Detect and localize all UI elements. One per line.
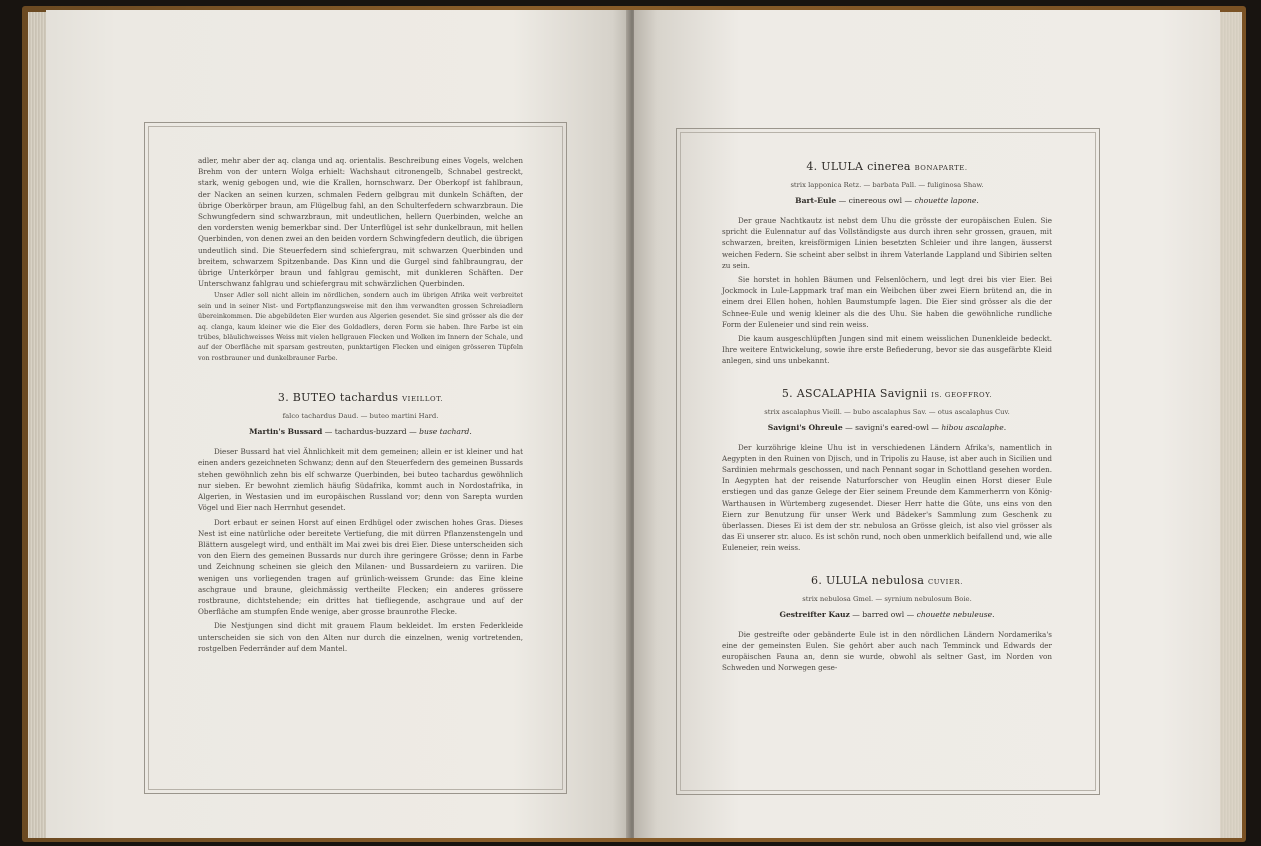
section-paragraph: Dort erbaut er seinen Horst auf einen Erdhügel oder zwischen hohes Gras. Dieses Nest ist eine natürliche oder bereitete Vertiefung, die mit dürren Pflanzenstengeln und Blättern ausgelegt wird, und enthält im Mai zwei bis drei Eier. Diese unterscheiden sich von den Eiern des gemeinen Bussards nur durch ihre geringere Grösse; denn in Farbe und Zeichnung scheinen sie gleich den Milanen- und Bussardeiern zu variiren. Die wenigen uns vorliegenden tragen auf grünlich-weissem Grunde: das Eine kleine aschgraue und braune, gleichmässig vertheilte Flecken; ein anderes grössere rostbraune, dichtstehende; ein drittes hat tiefliegende, aschgraue und auf der Oberfläche am stumpfen Ende wenige, aber grosse braunrothe Flecke. — [198, 517, 523, 617]
section-paragraph: Die gestreifte oder gebänderte Eule ist in den nördlichen Ländern Nordamerika's eine der gemeinsten Eulen. Sie gehört aber auch nach Temminck und Edwards der europäischen Fauna an, denn sie wurde, obwohl als seltner Gast, im Norden von Schweden und Norwegen gese- — [722, 629, 1052, 673]
synonyms: strix lapponica Retz. — barbata Pall. — fuliginosa Shaw. — [790, 181, 984, 189]
vernacular-names — [198, 426, 523, 438]
species-name: nebulosa — [871, 573, 925, 587]
note-paragraph: Unser Adler soll nicht allein im nördlichen, sondern auch im übrigen Afrika weit verbreitet sein und in seiner Nist- und Fortpflanzungsweise mit den ihm verwandten grossen Schreiadlern übereinkommen. Die abgebildeten Eier wurden aus Algerien gesendet. Sie sind grösser als die der aq. clanga, kaum kleiner wie die Eier des Goldadlers, deren Form sie haben. Ihre Farbe ist ein trübes, bläulichweisses Weiss mit vielen hellgrauen Flecken und Wolken im Innern der Schale, und auf der Oberfläche mit sparsam gestreuten, punktartigen Flecken und einigen grösseren Tüpfeln von rostbrauner und dunkelbrauner Farbe. — [198, 291, 523, 362]
section-heading-6 — [722, 574, 1052, 589]
genus-name: ULULA — [825, 573, 868, 587]
vernacular-names — [722, 609, 1052, 621]
vernacular-french: hibou ascalaphe. — [941, 422, 1007, 432]
vernacular-german: Bart-Eule — [795, 196, 837, 205]
section-heading-5 — [722, 387, 1052, 402]
genus-name: ULULA — [821, 160, 864, 173]
species-name: cinerea — [867, 160, 911, 173]
genus-name: BUTEO — [292, 391, 337, 405]
left-page-text — [198, 155, 523, 654]
species-name: tachardus — [339, 391, 399, 405]
section-number: 5. — [781, 386, 793, 400]
vernacular-french: chouette lapone. — [914, 196, 979, 205]
vernacular-german: Savigni's Ohreule — [767, 422, 843, 432]
vernacular-english: — cinereous owl — — [838, 196, 913, 205]
vernacular-german: Martin's Bussard — [249, 427, 323, 437]
section-number: 3. — [277, 391, 289, 405]
vernacular-names — [722, 195, 1052, 207]
species-author: VIEILLOT. — [402, 395, 444, 404]
right-page-text — [722, 160, 1052, 673]
vernacular-names — [722, 422, 1052, 434]
section-number: 4. — [806, 160, 818, 173]
species-author: BONAPARTE. — [914, 164, 968, 172]
right-page — [634, 10, 1220, 838]
synonyms: strix ascalaphus Vieill. — bubo ascalaphus Sav. — otus ascalaphus Cuv. — [764, 407, 1010, 416]
synonyms: falco tachardus Daud. — buteo martini Hard. — [282, 412, 439, 421]
section-paragraph: Der graue Nachtkautz ist nebst dem Uhu die grösste der europäischen Eulen. Sie spricht die Eulennatur auf das Vollständigste aus durch ihren sehr grossen, grauen, mit schwarzen, breiten, kreisförmigen Linien besetzten Schleier und ihre langen, äusserst weichen Federn. Sie scheint aber selbst in ihrem Vaterlande Lappland und Sibirien selten zu sein. — [722, 216, 1052, 270]
species-author: IS. GEOFFROY. — [931, 390, 993, 399]
vernacular-french: chouette nebuleuse. — [916, 609, 995, 619]
species-name: Savignii — [879, 386, 928, 400]
section-heading-4 — [722, 160, 1052, 175]
vernacular-english: — tachardus-buzzard — — [324, 427, 417, 437]
intro-paragraph: adler, mehr aber der aq. clanga und aq. orientalis. Beschreibung eines Vogels, welchen Brehm von der untern Wolga erhielt: Wachshaut citronengelb, Schnabel gestreckt, stark, wenig gebogen und, wie die Krallen, hornschwarz. Der Oberkopf ist fahlbraun, der Nacken an seinen kurzen, schmalen Federn gelbgrau mit dunkeln Schäften, der übrige Oberkörper braun, am Flügelbug fahl, an den Schulterfedern schwarzbraun. Die Schwungfedern sind schwarzbraun, mit undeutlichen, hellern Querbinden, welche an den vordersten wenig bemerkbar sind. Der Unterflügel ist sehr dunkelbraun, mit hellen Querbinden, von denen zwei an den beiden vordern Schwingfedern deutlich, die übrigen undeutlich sind. Die Steuerfedern sind schiefergrau, mit schwarzen Querbinden und breitem, schwarzem Spitzenbande. Das Kinn und die Gurgel sind fahlbraungrau, der übrige Unterkörper braun und fahlgrau gemischt, mit dunkleren Schäften. Der Unterschwanz fahlgrau und schiefergrau mit schwärzlichen Querbinden. — [198, 156, 523, 289]
section-paragraph: Die kaum ausgeschlüpften Jungen sind mit einem weisslichen Dunenkleide bedeckt. Ihre weitere Entwickelung, sowie ihre erste Befiederung, bevor sie das ausgefärbte Kleid anlegen, sind uns unbekannt. — [722, 334, 1052, 366]
vernacular-german: Gestreifter Kauz — [779, 609, 850, 619]
section-heading-3 — [198, 391, 523, 406]
section-paragraph: Der kurzöhrige kleine Uhu ist in verschiedenen Ländern Afrika's, namentlich in Aegypten in den Ruinen von Djisch, und in Tripolis zu Hause, ist aber auch in Sicilien und Sardinien mehrmals geschossen, und nach Pennant sogar in Schottland gesehen worden. In Aegypten hat der reisende Naturforscher von Heuglin einen Horst dieser Eule erstiegen und das ganze Gelege der Eier seinem Freunde dem Kammerherrn von König-Warthausen in Würtemberg zugesendet. Dieser Herr hatte die Güte, uns eins von den Eiern zur Benutzung für unser Werk und Bädeker's Sammlung zum Geschenk zu überlassen. Dieses Ei ist dem der str. nebulosa an Grösse gleich, ist also viel grösser als das Ei unserer str. aluco. Es ist schön rund, noch oben unmerklich beifallend und, wie alle Euleneier, rein weiss. — [722, 442, 1052, 553]
section-paragraph: Sie horstet in hohlen Bäumen und Felsenlöchern, und legt drei bis vier Eier. Bei Jockmock in Lule-Lappmark traf man ein Weibchen über zwei Eiern brütend an, die in einem drei Ellen hohen, hohlen Baumstumpfe lagen. Die Eier sind grösser als die der Schnee-Eule und wenig kleiner als die des Uhu. Sie haben die gewöhnliche rundliche Form der Euleneier und sind rein weiss. — [722, 275, 1052, 329]
section-paragraph: Die Nestjungen sind dicht mit grauem Flaum bekleidet. Im ersten Federkleide unterscheiden sie sich von den Alten nur durch die einzelnen, wenig vortretenden, rostgelben Federränder auf dem Mantel. — [198, 621, 523, 653]
vernacular-french: buse tachard. — [419, 427, 472, 437]
vernacular-english: — savigni's eared-owl — — [845, 422, 939, 432]
synonyms: strix nebulosa Gmel. — syrnium nebulosum Boie. — [802, 594, 972, 603]
section-number: 6. — [811, 573, 823, 587]
left-page — [46, 10, 630, 838]
vernacular-english: — barred owl — — [852, 609, 915, 619]
species-author: CUVIER. — [928, 577, 963, 586]
section-paragraph: Dieser Bussard hat viel Ähnlichkeit mit dem gemeinen; allein er ist kleiner und hat einen anders gezeichneten Schwanz; denn auf den Steuerfedern des gemeinen Bussards stehen gewöhnlich zehn bis elf schwarze Querbinden, bei buteo tachardus gewöhnlich nur sieben. Er bewohnt ziemlich häufig Südafrika, kommt auch in Nordostafrika, in Algerien, in Westasien und im europäischen Russland vor; denn von Sarepta wurden Vögel und Eier nach Herrnhut gesendet. — [198, 447, 523, 513]
genus-name: ASCALAPHIA — [796, 386, 877, 400]
